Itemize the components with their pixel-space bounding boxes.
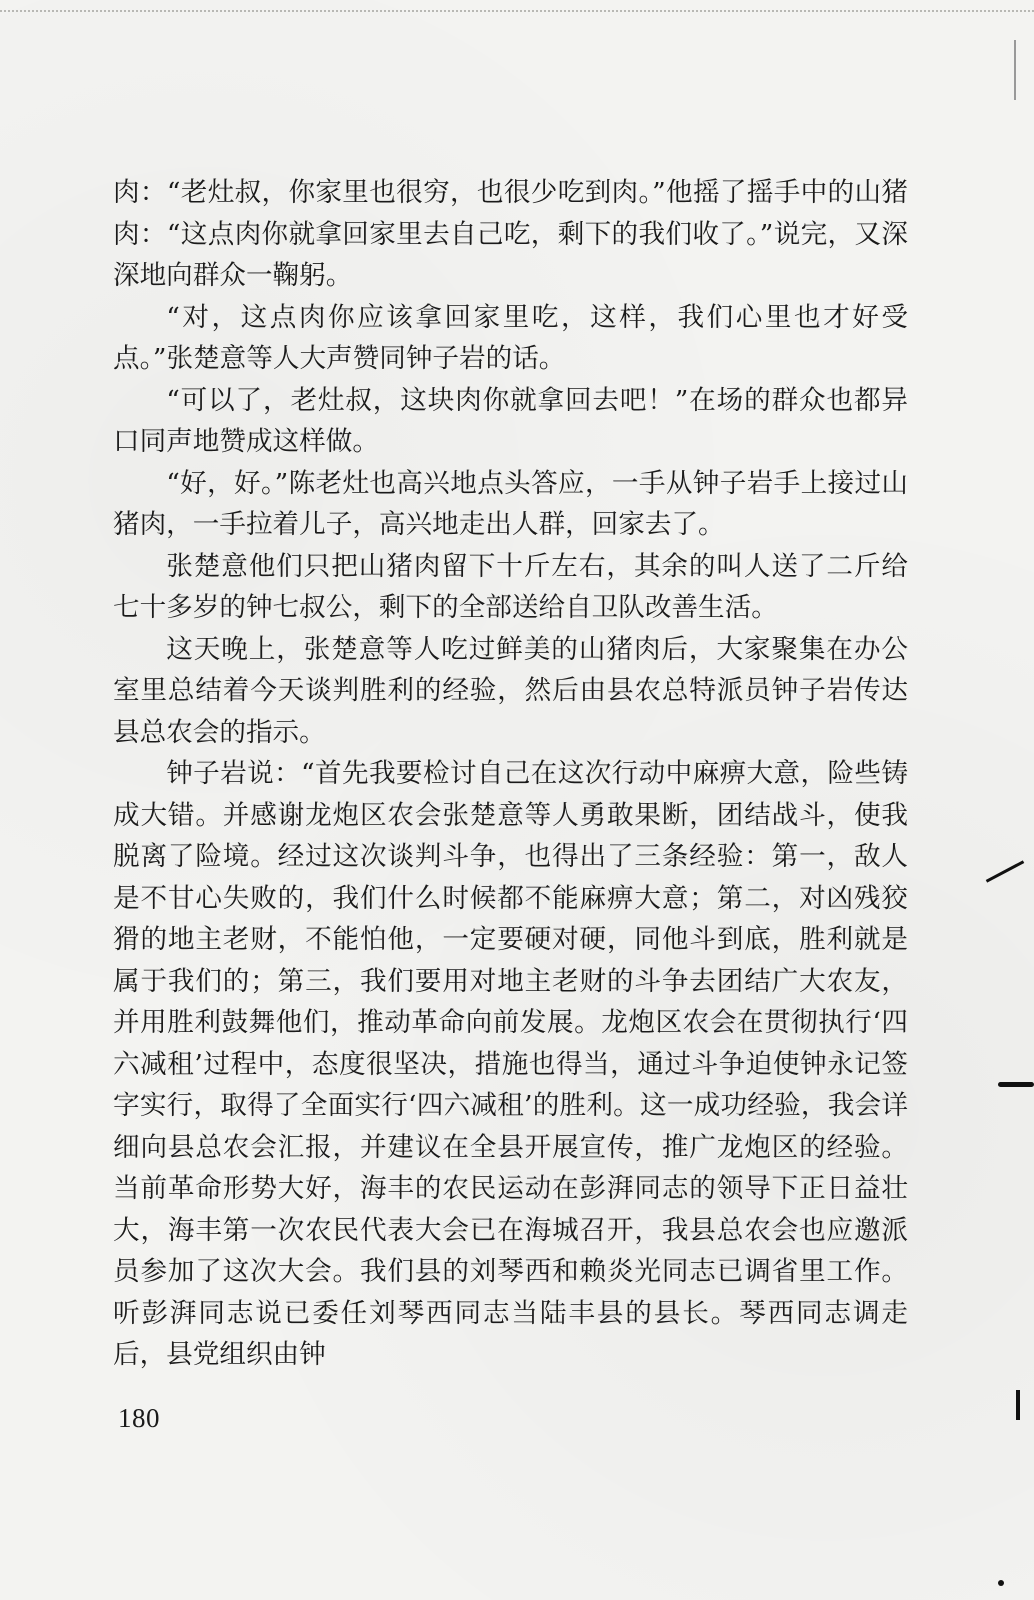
paragraph: “好，好。”陈老灶也高兴地点头答应，一手从钟子岩手上接过山猪肉，一手拉着儿子，高兴地走出人群，回家去了。 [113,467,908,540]
page-top-edge [0,10,1034,12]
paragraph: “可以了，老灶叔，这块肉你就拿回去吧！”在场的群众也都异口同声地赞成这样做。 [113,384,908,457]
page-number: 180 [118,1403,160,1433]
paragraph: 钟子岩说：“首先我要检讨自己在这次行动中麻痹大意，险些铸成大错。并感谢龙炮区农会张楚意等人勇敢果断，团结战斗，使我脱离了险境。经过这次谈判斗争，也得出了三条经验：第一，敌人是不甘心失败的，我们什么时候都不能麻痹大意；第二，对凶残狡猾的地主老财，不能怕他，一定要硬对硬，同他斗到底，胜利就是属于我们的；第三，我们要用对地主老财的斗争去团结广大农友，并用胜利鼓舞他们，推动革命向前发展。龙炮区农会在贯彻执行‘四六减租’过程中，态度很坚决，措施也得当，通过斗争迫使钟永记签字实行，取得了全面实行‘四六减租’的胜利。这一成功经验，我会详细向县总农会汇报，并建议在全县开展宣传，推广龙炮区的经验。当前革命形势大好，海丰的农民运动在彭湃同志的领导下正日益壮大，海丰第一次农民代表大会已在海城召开，我县总农会也应邀派员参加了这次大会。我们县的刘琴西和赖炎光同志已调省里工作。听彭湃同志说已委任刘琴西同志当陆丰县的县长。琴西同志调走后，县党组织由钟 [113,758,908,1370]
paragraph: 这天晚上，张楚意等人吃过鲜美的山猪肉后，大家聚集在办公室里总结着今天谈判胜利的经验，然后由县农总特派员钟子岩传达县总农会的指示。 [113,633,908,748]
scan-artifact [998,1082,1034,1087]
paragraph: “对，这点肉你应该拿回家里吃，这样，我们心里也才好受点。”张楚意等人大声赞同钟子岩的话。 [113,301,908,374]
scan-artifact [986,860,1024,882]
scan-artifact [1016,1390,1020,1420]
page-body-text [113,172,908,1376]
scan-artifact [998,1580,1004,1586]
paragraph: 肉：“老灶叔，你家里也很穷，也很少吃到肉。”他摇了摇手中的山猪肉：“这点肉你就拿回家里去自己吃，剩下的我们收了。”说完，又深深地向群众一鞠躬。 [113,177,908,291]
paragraph: 张楚意他们只把山猪肉留下十斤左右，其余的叫人送了二斤给七十多岁的钟七叔公，剩下的全部送给自卫队改善生活。 [113,550,908,623]
scan-artifact [1014,40,1016,100]
